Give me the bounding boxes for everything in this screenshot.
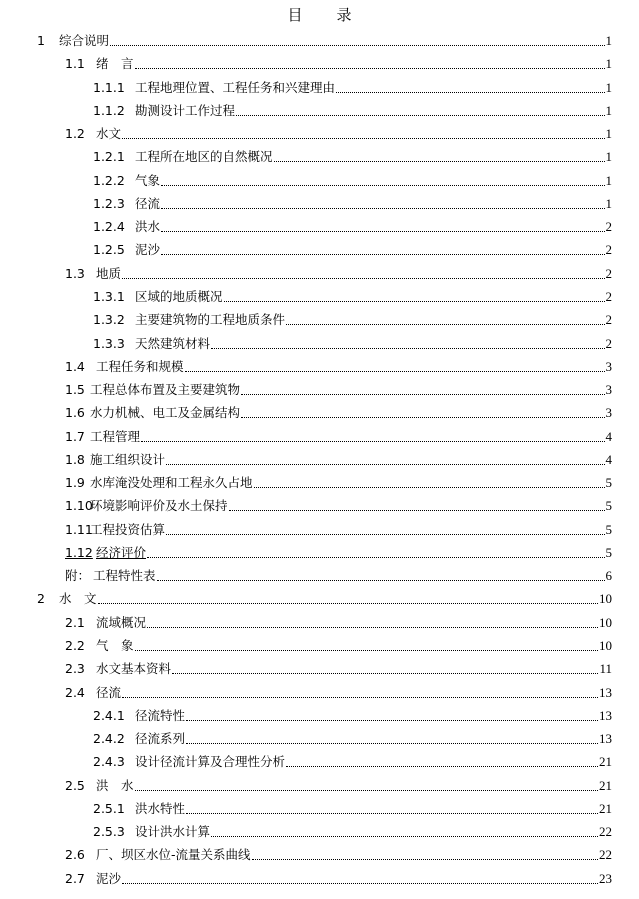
- toc-entry[interactable]: [65, 260, 612, 282]
- toc-entry-number: 2.6: [65, 847, 85, 863]
- dot-leader: [98, 603, 598, 604]
- toc-entry-number: 1.2: [65, 126, 85, 142]
- toc-entry[interactable]: [65, 469, 612, 491]
- toc-entry-page: 1: [605, 102, 612, 118]
- toc-entry-page: 2: [605, 242, 612, 258]
- toc-entry-number: 1.5: [65, 382, 85, 398]
- dot-leader: [122, 697, 598, 698]
- dot-leader: [135, 68, 605, 69]
- toc-entry-title: 洪 水: [96, 777, 134, 793]
- toc-entry-page: 1: [605, 126, 612, 142]
- dot-leader: [186, 813, 598, 814]
- toc-entry-title: 气象: [135, 172, 161, 188]
- dot-leader: [161, 254, 604, 255]
- toc-entry-number: 2.5.3: [93, 824, 125, 840]
- dot-leader: [185, 371, 605, 372]
- toc-entry-number: 1.11: [65, 521, 93, 537]
- toc-entry[interactable]: [93, 306, 612, 328]
- toc-entry-number: 2.5: [65, 777, 85, 793]
- dot-leader: [172, 673, 598, 674]
- toc-entry-number: 1.3.3: [93, 335, 125, 351]
- toc-entry-title: 工程总体布置及主要建筑物: [90, 382, 241, 398]
- toc-entry-number: 1.3.2: [93, 312, 125, 328]
- toc-entry[interactable]: [65, 446, 612, 468]
- toc-entry-title: 地质: [96, 265, 122, 281]
- toc-entry-title: 泥沙: [96, 870, 122, 886]
- toc-entry[interactable]: [93, 74, 612, 96]
- toc-entry[interactable]: [93, 330, 612, 352]
- toc-entry[interactable]: [93, 236, 612, 258]
- toc-entry-page: 5: [605, 498, 612, 514]
- toc-entry-title: 经济评价: [96, 544, 147, 560]
- toc-entry-page: 2: [605, 265, 612, 281]
- toc-entry-title: 工程地理位置、工程任务和兴建理由: [135, 79, 336, 95]
- toc-entry-page: 5: [605, 521, 612, 537]
- toc-entry[interactable]: [65, 865, 612, 887]
- toc-entry-title: 气 象: [96, 638, 134, 654]
- dot-leader: [286, 324, 604, 325]
- toc-entry-page: 6: [605, 568, 612, 584]
- toc-entry-title: 综合说明: [59, 33, 110, 48]
- toc-entry[interactable]: [93, 167, 612, 189]
- toc-entry-number: 1.2.1: [93, 149, 125, 165]
- toc-entry[interactable]: [65, 841, 612, 863]
- toc-entry-number: 1.4: [65, 358, 85, 374]
- toc-entry[interactable]: [93, 97, 612, 119]
- dot-leader: [147, 557, 604, 558]
- toc-entry-page: 13: [599, 707, 612, 723]
- toc-entry-page: 1: [605, 56, 612, 72]
- toc-entry-title: 工程特性表: [93, 568, 156, 584]
- toc-entry-page: 11: [599, 661, 612, 677]
- toc-entry[interactable]: [65, 516, 612, 538]
- toc-entry[interactable]: [65, 539, 612, 561]
- dot-leader: [135, 650, 598, 651]
- dot-leader: [211, 348, 604, 349]
- toc-entry-number: 1.1.1: [93, 79, 125, 95]
- toc-entry-title: 水文: [96, 126, 122, 142]
- toc-entry-page: 2: [605, 288, 612, 304]
- toc-entry-page: 3: [605, 405, 612, 421]
- toc-entry-number: 2.2: [65, 638, 85, 654]
- toc-entry-page: 1: [605, 149, 612, 165]
- toc-entry-page: 4: [605, 428, 612, 444]
- dot-leader: [241, 394, 604, 395]
- toc-entry[interactable]: [93, 795, 612, 817]
- toc-entry-number: 1.8: [65, 451, 85, 467]
- toc-entry-title: 洪水特性: [135, 800, 186, 816]
- toc-entry-page: 10: [599, 614, 612, 630]
- toc-entry[interactable]: [65, 399, 612, 421]
- toc-entry-title: 工程投资估算: [90, 521, 166, 537]
- toc-entry-page: 3: [605, 382, 612, 398]
- toc-entry-page: 1: [605, 172, 612, 188]
- toc-entry-title: 工程任务和规模: [96, 358, 184, 374]
- dot-leader: [157, 580, 605, 581]
- dot-leader: [224, 301, 605, 302]
- toc-entry[interactable]: [65, 679, 612, 701]
- toc-entry-title: 工程所在地区的自然概况: [135, 149, 273, 165]
- toc-entry-number: 1.2.2: [93, 172, 125, 188]
- toc-entry-number: 2.4: [65, 684, 85, 700]
- toc-entry-title: 设计径流计算及合理性分析: [135, 754, 286, 770]
- toc-entry-page: 21: [599, 754, 612, 770]
- toc-entry-number: 1.10: [65, 498, 93, 514]
- toc-entry[interactable]: [65, 120, 612, 142]
- dot-leader: [166, 464, 604, 465]
- toc-entry-number: 1.6: [65, 405, 85, 421]
- toc-entry-title: 水力机械、电工及金属结构: [90, 405, 241, 421]
- dot-leader: [286, 766, 598, 767]
- toc-entry[interactable]: [65, 655, 612, 677]
- toc-entry-number: 1.3: [65, 265, 85, 281]
- toc-entry-page: 1: [605, 195, 612, 211]
- toc-entry-page: 22: [599, 847, 612, 863]
- toc-entry-title: 勘测设计工作过程: [135, 102, 236, 118]
- dot-leader: [122, 138, 604, 139]
- toc-entry[interactable]: [65, 772, 612, 794]
- toc-entry-page: 23: [599, 870, 612, 886]
- toc-entry[interactable]: [93, 818, 612, 840]
- dot-leader: [236, 115, 604, 116]
- toc-entry-title: 径流: [135, 195, 161, 211]
- toc-entry-page: 22: [599, 824, 612, 840]
- dot-leader: [241, 417, 604, 418]
- dot-leader: [161, 208, 604, 209]
- dot-leader: [254, 487, 605, 488]
- toc-entry-number: 2.4.3: [93, 754, 125, 770]
- dot-leader: [161, 231, 604, 232]
- toc-entry-title: 流域概况: [96, 614, 147, 630]
- dot-leader: [110, 45, 604, 46]
- toc-entry[interactable]: [65, 353, 612, 375]
- toc-entry[interactable]: [37, 585, 612, 607]
- toc-entry-page: 1: [605, 33, 612, 48]
- toc-entry-title: 水文基本资料: [96, 661, 172, 677]
- dot-leader: [186, 720, 598, 721]
- toc-entry-page: 2: [605, 335, 612, 351]
- dot-leader: [122, 278, 604, 279]
- toc-entry-number: 1.1.2: [93, 102, 125, 118]
- toc-entry-number: 1.2.5: [93, 242, 125, 258]
- toc-entry-title: 环境影响评价及水土保持: [90, 498, 228, 514]
- dot-leader: [161, 185, 604, 186]
- dot-leader: [135, 790, 598, 791]
- toc-entry-number: 1: [37, 33, 45, 48]
- toc-entry-page: 21: [599, 800, 612, 816]
- toc-entry-title: 工程管理: [90, 428, 141, 444]
- toc-entry-number: 2.7: [65, 870, 85, 886]
- toc-entry-title: 区域的地质概况: [135, 288, 223, 304]
- toc-entry[interactable]: [65, 492, 612, 514]
- toc-entry-title: 水库淹没处理和工程永久占地: [90, 475, 253, 491]
- toc-entry-title: 施工组织设计: [90, 451, 166, 467]
- toc-entry-number: 1.1: [65, 56, 85, 72]
- toc-entry-page: 21: [599, 777, 612, 793]
- toc-entry-number: 2.5.1: [93, 800, 125, 816]
- toc-entry-number: 1.7: [65, 428, 85, 444]
- dot-leader: [141, 441, 604, 442]
- dot-leader: [166, 534, 604, 535]
- toc-entry[interactable]: [65, 50, 612, 72]
- dot-leader: [122, 883, 598, 884]
- toc-entry-title: 泥沙: [135, 242, 161, 258]
- toc-title: [0, 4, 639, 25]
- toc-entry-number: 2.4.1: [93, 707, 125, 723]
- toc-entry-page: 5: [605, 544, 612, 560]
- toc-entry-page: 10: [599, 638, 612, 654]
- toc-entry-title: 主要建筑物的工程地质条件: [135, 312, 286, 328]
- toc-entry-page: 4: [605, 451, 612, 467]
- toc-entry[interactable]: [93, 702, 612, 724]
- toc-entry-page: 1: [605, 79, 612, 95]
- toc-entry-page: 13: [599, 731, 612, 747]
- toc-entry[interactable]: [65, 609, 612, 631]
- toc-entry-number: 2: [37, 591, 45, 607]
- toc-entry[interactable]: [93, 213, 612, 235]
- toc-entry-title: 洪水: [135, 219, 161, 235]
- dot-leader: [274, 161, 605, 162]
- toc-entry[interactable]: [37, 27, 612, 49]
- toc-entry[interactable]: [65, 562, 612, 584]
- toc-entry-title: 水 文: [59, 591, 97, 607]
- toc-entry-title: 径流特性: [135, 707, 186, 723]
- toc-entry[interactable]: [93, 748, 612, 770]
- toc-entry-page: 10: [599, 591, 612, 607]
- dot-leader: [211, 836, 598, 837]
- toc-entry-title: 绪 言: [96, 56, 134, 72]
- title-char-right: 录: [336, 6, 352, 24]
- toc-entry[interactable]: [93, 283, 612, 305]
- dot-leader: [336, 92, 604, 93]
- toc-entry-number: 1.2.3: [93, 195, 125, 211]
- toc-entry-number: 1.2.4: [93, 219, 125, 235]
- toc-entry-title: 径流系列: [135, 731, 186, 747]
- toc-entry-title: 径流: [96, 684, 122, 700]
- toc-entry-number: 2.3: [65, 661, 85, 677]
- toc-entry[interactable]: [65, 376, 612, 398]
- toc-entry-title: 设计洪水计算: [135, 824, 211, 840]
- toc-entry[interactable]: [93, 190, 612, 212]
- toc-entry-title: 厂、坝区水位-流量关系曲线: [96, 847, 251, 863]
- toc-entry-number: 1.9: [65, 475, 85, 491]
- toc-entry-number: 2.1: [65, 614, 85, 630]
- title-char-left: 目: [287, 6, 303, 24]
- toc-entry-page: 2: [605, 312, 612, 328]
- toc-entry[interactable]: [93, 725, 612, 747]
- toc-entry-number: 1.12: [65, 544, 93, 560]
- toc-entry-page: 5: [605, 475, 612, 491]
- toc-entry-page: 13: [599, 684, 612, 700]
- toc-entry[interactable]: [65, 632, 612, 654]
- toc-entry-number: 1.3.1: [93, 288, 125, 304]
- dot-leader: [229, 510, 605, 511]
- toc-entry-page: 2: [605, 219, 612, 235]
- dot-leader: [186, 743, 598, 744]
- toc-entry-title: 天然建筑材料: [135, 335, 211, 351]
- toc-entry-page: 3: [605, 358, 612, 374]
- toc-entry-number: 2.4.2: [93, 731, 125, 747]
- dot-leader: [147, 627, 598, 628]
- dot-leader: [252, 859, 598, 860]
- toc-entry[interactable]: [93, 143, 612, 165]
- toc-entry[interactable]: [65, 423, 612, 445]
- toc-entry-number: 附：: [65, 568, 91, 584]
